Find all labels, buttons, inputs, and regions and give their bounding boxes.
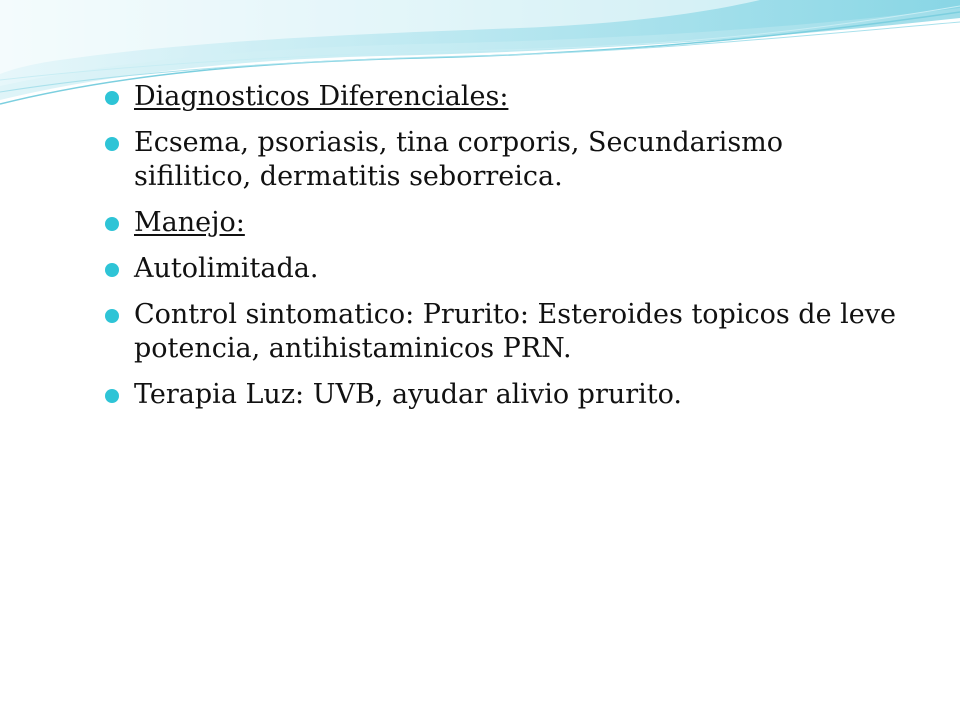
bullet-dot-icon	[105, 389, 119, 403]
bullet-item	[104, 298, 904, 366]
bullet-item	[104, 80, 904, 114]
slide-body	[104, 80, 904, 424]
bullet-item	[104, 126, 904, 194]
bullet-text: Manejo:	[134, 207, 245, 238]
bullet-text: Control sintomatico: Prurito: Esteroides topicos de leve potencia, antihistaminicos PRN.	[134, 299, 896, 364]
bullet-item	[104, 206, 904, 240]
bullet-text: Ecsema, psoriasis, tina corporis, Secundarismo sifilitico, dermatitis seborreica.	[134, 127, 784, 192]
bullet-item	[104, 252, 904, 286]
bullet-text: Autolimitada.	[134, 253, 319, 284]
bullet-list	[104, 80, 904, 412]
bullet-dot-icon	[105, 309, 119, 323]
bullet-dot-icon	[105, 217, 119, 231]
bullet-item	[104, 378, 904, 412]
bullet-text: Terapia Luz: UVB, ayudar alivio prurito.	[134, 379, 683, 410]
bullet-dot-icon	[105, 137, 119, 151]
bullet-text: Diagnosticos Diferenciales:	[134, 81, 509, 112]
bullet-dot-icon	[105, 91, 119, 105]
bullet-dot-icon	[105, 263, 119, 277]
